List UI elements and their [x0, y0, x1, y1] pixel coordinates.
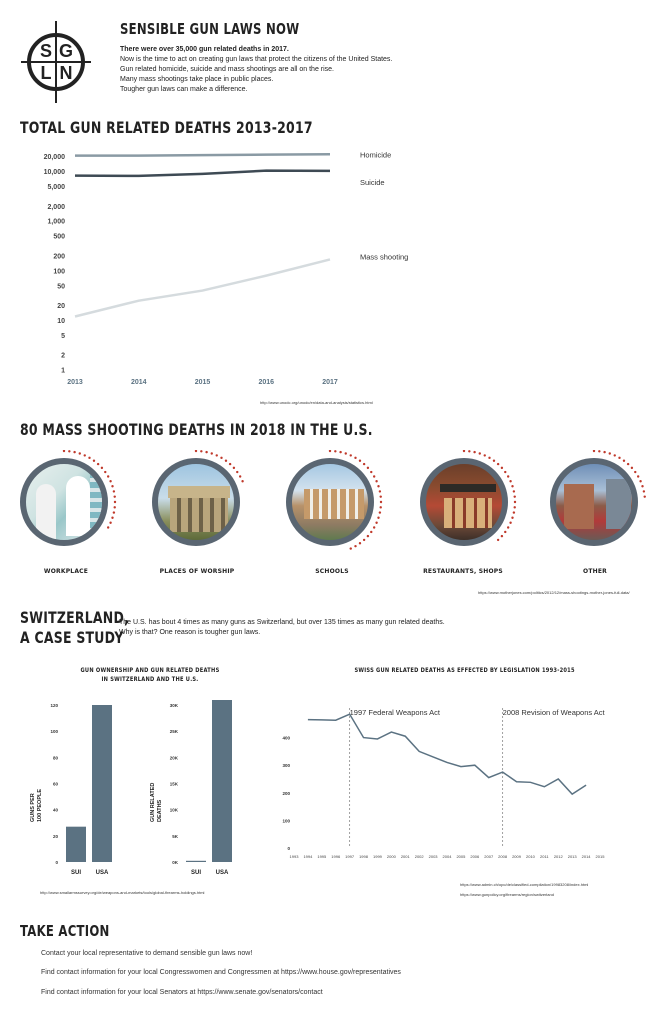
x-tick-label: 2001	[400, 854, 410, 859]
share-dot	[637, 475, 639, 477]
share-dot	[603, 451, 605, 453]
share-dot	[111, 517, 113, 519]
x-tick-label: 2006	[470, 854, 480, 859]
case-study-title-line1: SWITZERLAND,	[20, 608, 130, 627]
share-dot	[350, 454, 352, 456]
share-dot	[350, 547, 352, 549]
section-title-mass-shootings: 80 MASS SHOOTING DEATHS IN 2018 IN THE U.S.	[20, 420, 373, 439]
y-tick-label: 200	[282, 790, 290, 796]
y-tick-label: 2,000	[47, 203, 65, 211]
y-tick-label: 100	[53, 268, 65, 276]
take-action-title: TAKE ACTION	[20, 922, 110, 940]
share-dot	[354, 457, 356, 459]
x-tick-label: SUI	[190, 870, 202, 876]
label-other: OTHER	[583, 568, 607, 575]
x-tick-label: 2014	[581, 854, 591, 859]
x-tick-label: 2014	[130, 379, 147, 386]
y-tick-label: 1,000	[47, 218, 65, 226]
y-tick-label: 50	[57, 283, 65, 291]
y-tick-label: 5,000	[47, 184, 65, 192]
y-tick-label: 10,000	[43, 169, 65, 177]
share-dot	[380, 506, 382, 508]
share-dot	[479, 452, 481, 454]
bar-chart-title-1: GUN OWNERSHIP AND GUN RELATED DEATHS	[80, 667, 220, 674]
x-tick-label: 2015	[595, 854, 605, 859]
share-dot	[84, 454, 86, 456]
x-tick-label: 1996	[331, 854, 341, 859]
sgln-logo	[19, 19, 93, 105]
share-arcs	[0, 450, 663, 560]
share-dot	[514, 495, 516, 497]
x-tick-label: SUI	[70, 870, 82, 876]
y-tick-label: 10	[57, 317, 65, 325]
x-tick-label: 2017	[322, 379, 338, 386]
share-dot	[79, 452, 81, 454]
share-dot	[114, 495, 116, 497]
case-study-title-line2: A CASE STUDY	[20, 628, 124, 647]
share-dot	[511, 485, 513, 487]
share-dot	[484, 454, 486, 456]
header-line-1: Now is the time to act on creating gun laws that protect the citizens of the United States.	[120, 56, 393, 63]
share-dot	[639, 480, 641, 482]
share-dot	[370, 471, 372, 473]
share-dot	[509, 522, 511, 524]
y-tick-label: 10K	[169, 807, 178, 813]
x-tick-label: 1995	[317, 854, 327, 859]
share-dot	[373, 475, 375, 477]
y-tick-label: 20K	[169, 755, 178, 761]
y-axis-title-line: 100 PEOPLE	[37, 788, 43, 822]
share-dot	[211, 452, 213, 454]
action-line-2: Find contact information for your local Congresswomen and Congressmen at https://www.house.gov/representatives	[41, 969, 401, 976]
share-dot	[88, 457, 90, 459]
x-tick-label: 1997	[345, 854, 355, 859]
logo-letter-s: S	[39, 41, 53, 61]
x-tick-label: 2003	[428, 854, 438, 859]
y-tick-label: 100	[50, 729, 58, 735]
share-dot	[507, 526, 509, 528]
share-dot	[73, 451, 75, 453]
share-dot	[97, 463, 99, 465]
share-dot	[593, 450, 595, 452]
share-dot	[493, 460, 495, 462]
share-dot	[109, 522, 111, 524]
guns-per-100-chart	[20, 700, 130, 880]
share-dot	[623, 460, 625, 462]
x-tick-label: 2004	[442, 854, 452, 859]
y-tick-label: 20,000	[43, 154, 65, 162]
share-dot	[345, 452, 347, 454]
y-axis-title-line: GUN RELATED	[150, 782, 156, 822]
x-tick-label: 1998	[359, 854, 368, 859]
series-label: Suicide	[360, 177, 385, 187]
y-tick-label: 20	[57, 302, 65, 310]
annotation-label: 1997 Federal Weapons Act	[349, 708, 440, 717]
y-tick-label: 0	[55, 860, 58, 865]
share-dot	[367, 467, 369, 469]
x-tick-label: 1993	[289, 854, 299, 859]
share-dot	[379, 490, 381, 492]
share-dot	[504, 471, 506, 473]
share-dot	[104, 471, 106, 473]
share-dot	[497, 539, 499, 541]
swiss-chart-title: SWISS GUN RELATED DEATHS AS EFFECTED BY LEGISLATION 1993-2015	[354, 667, 575, 674]
y-tick-label: 20	[52, 833, 58, 839]
x-tick-label: 2005	[456, 854, 466, 859]
share-dot	[363, 539, 365, 541]
share-dot	[375, 480, 377, 482]
y-tick-label: 40	[52, 807, 58, 813]
share-dot	[463, 450, 465, 452]
series-label: Mass shooting	[360, 252, 409, 262]
mass-shootings-source: https://www.motherjones.com/politics/2012/12/mass-shootings-mother-jones-full-data/	[478, 590, 630, 595]
x-tick-label: 2010	[526, 854, 535, 859]
share-dot	[93, 460, 95, 462]
share-dot	[473, 451, 475, 453]
share-dot	[101, 467, 103, 469]
share-dot	[468, 450, 470, 452]
annotation-label: 2008 Revision of Weapons Act	[502, 708, 605, 717]
label-places-of-worship: PLACES OF WORSHIP	[159, 568, 235, 575]
bar-chart-source: http://www.smallarmssurvey.org/de/weapons-and-markets/tools/global-firearms-holdings.html	[40, 890, 205, 895]
share-dot	[107, 526, 109, 528]
share-dot	[513, 511, 515, 513]
share-dot	[354, 545, 356, 547]
share-dot	[114, 506, 116, 508]
share-dot	[111, 485, 113, 487]
series-line-mass-shooting	[75, 259, 330, 316]
x-tick-label: 2011	[540, 854, 549, 859]
swiss-series-line	[308, 714, 586, 794]
share-dot	[513, 490, 515, 492]
y-tick-label: 200	[53, 253, 65, 261]
share-dot	[375, 522, 377, 524]
share-dot	[504, 531, 506, 533]
y-tick-label: 5K	[172, 833, 178, 839]
x-tick-label: 2007	[484, 854, 494, 859]
share-dot	[507, 475, 509, 477]
share-dot	[618, 457, 620, 459]
bar-usa	[212, 700, 232, 862]
y-tick-label: 400	[282, 735, 290, 741]
x-tick-label: 2012	[553, 854, 563, 859]
share-dot	[229, 463, 231, 465]
logo-letter-g: G	[58, 41, 74, 61]
share-dot	[359, 542, 361, 544]
series-label: Homicide	[360, 150, 392, 160]
y-axis-title-line: DEATHS	[157, 799, 163, 822]
share-dot	[367, 535, 369, 537]
swiss-deaths-chart	[280, 700, 630, 870]
share-dot	[114, 501, 116, 503]
share-dot	[598, 450, 600, 452]
share-dot	[380, 501, 382, 503]
x-tick-label: 2009	[512, 854, 521, 859]
x-tick-label: 1994	[303, 854, 313, 859]
y-axis-title	[150, 783, 163, 822]
share-dot	[239, 475, 241, 477]
share-dot	[488, 457, 490, 459]
share-dot	[644, 495, 646, 497]
y-tick-label: 25K	[169, 729, 178, 735]
y-tick-label: 100	[282, 818, 290, 824]
section-title-total-deaths: TOTAL GUN RELATED DEATHS 2013-2017	[20, 118, 313, 137]
share-dot	[514, 501, 516, 503]
label-schools: SCHOOLS	[315, 568, 349, 575]
share-dot	[634, 471, 636, 473]
series-line-homicide	[75, 154, 330, 155]
y-tick-label: 500	[53, 233, 65, 241]
header-lead: There were over 35,000 gun related deaths in 2017.	[120, 46, 289, 53]
share-dot	[641, 485, 643, 487]
swiss-source-1: https://www.admin.ch/opc/de/classified-compilation/19983208/index.html	[460, 882, 589, 887]
bar-chart-title-2: IN SWITZERLAND AND THE U.S.	[101, 676, 199, 683]
share-dot	[380, 495, 382, 497]
x-tick-label: 2013	[67, 379, 83, 386]
y-tick-label: 30K	[169, 703, 178, 708]
share-dot	[241, 480, 243, 482]
share-dot	[627, 463, 629, 465]
share-dot	[68, 450, 70, 452]
x-tick-label: 2016	[258, 379, 275, 386]
y-tick-label: 2	[61, 352, 65, 360]
x-tick-label: 2002	[414, 854, 424, 859]
share-dot	[514, 506, 516, 508]
x-tick-label: 1999	[373, 854, 382, 859]
header-line-4: Tougher gun laws can make a difference.	[120, 86, 248, 93]
share-dot	[233, 467, 235, 469]
share-dot	[614, 454, 616, 456]
logo-letter-l: L	[40, 63, 52, 83]
x-tick-label: 2015	[194, 379, 211, 386]
x-tick-label: 2008	[498, 854, 508, 859]
share-dot	[359, 460, 361, 462]
y-axis-title	[30, 789, 43, 822]
case-study-text-2: Why is that? One reason is tougher gun laws.	[119, 629, 261, 636]
gun-deaths-chart	[140, 700, 240, 880]
x-tick-label: USA	[215, 870, 229, 876]
y-tick-label: 300	[282, 763, 290, 769]
logo-letter-n: N	[59, 63, 73, 83]
y-tick-label: 1	[61, 367, 65, 375]
share-dot	[236, 471, 238, 473]
action-line-3: Find contact information for your local Senators at https://www.senate.gov/senators/contact	[41, 989, 323, 996]
share-dot	[216, 454, 218, 456]
share-dot	[220, 457, 222, 459]
share-dot	[339, 451, 341, 453]
y-tick-label: 15K	[169, 781, 178, 787]
share-dot	[63, 450, 65, 452]
header-line-3: Many mass shootings take place in public places.	[120, 76, 274, 83]
share-dot	[113, 511, 115, 513]
share-dot	[329, 450, 331, 452]
y-tick-label: 5	[61, 332, 65, 340]
share-dot	[113, 490, 115, 492]
share-dot	[205, 451, 207, 453]
series-line-suicide	[75, 171, 330, 176]
share-dot	[107, 475, 109, 477]
total-deaths-source: http://www.unodc.org/unodc/en/data-and-analysis/statistics.html	[260, 400, 373, 405]
share-dot	[509, 480, 511, 482]
label-workplace: WORKPLACE	[43, 568, 89, 575]
share-dot	[370, 531, 372, 533]
case-study-text-1: The U.S. has bout 4 times as many guns as Switzerland, but over 135 times as many gun related deaths.	[119, 619, 445, 626]
total-deaths-chart	[20, 138, 440, 393]
share-dot	[497, 463, 499, 465]
label-restaurants-shops: RESTAURANTS, SHOPS	[423, 568, 503, 575]
y-axis-title-line: GUNS PER	[30, 793, 36, 822]
y-tick-label: 0K	[172, 860, 178, 865]
y-tick-label: 60	[52, 781, 58, 787]
y-tick-label: 120	[50, 703, 58, 708]
share-dot	[377, 485, 379, 487]
share-dot	[379, 511, 381, 513]
share-dot	[363, 463, 365, 465]
bar-usa	[92, 705, 112, 862]
x-tick-label: 2000	[386, 854, 396, 859]
share-dot	[511, 517, 513, 519]
share-dot	[631, 467, 633, 469]
swiss-source-2: https://www.gunpolicy.org/firearms/region/switzerland	[460, 892, 554, 897]
bar-sui	[186, 861, 206, 862]
page-title: SENSIBLE GUN LAWS NOW	[120, 20, 300, 38]
share-dot	[609, 452, 611, 454]
share-dot	[334, 450, 336, 452]
share-dot	[373, 526, 375, 528]
share-dot	[377, 517, 379, 519]
share-dot	[225, 460, 227, 462]
share-dot	[195, 450, 197, 452]
y-tick-label: 0	[287, 846, 290, 851]
header-line-2: Gun related homicide, suicide and mass shootings are all on the rise.	[120, 66, 335, 73]
share-dot	[109, 480, 111, 482]
x-tick-label: USA	[95, 870, 109, 876]
share-dot	[501, 467, 503, 469]
bar-sui	[66, 827, 86, 862]
y-tick-label: 80	[52, 755, 58, 761]
x-tick-label: 2013	[567, 854, 577, 859]
share-dot	[643, 490, 645, 492]
share-dot	[200, 450, 202, 452]
share-dot	[501, 535, 503, 537]
action-line-1: Contact your local representative to demand sensible gun laws now!	[41, 950, 253, 957]
